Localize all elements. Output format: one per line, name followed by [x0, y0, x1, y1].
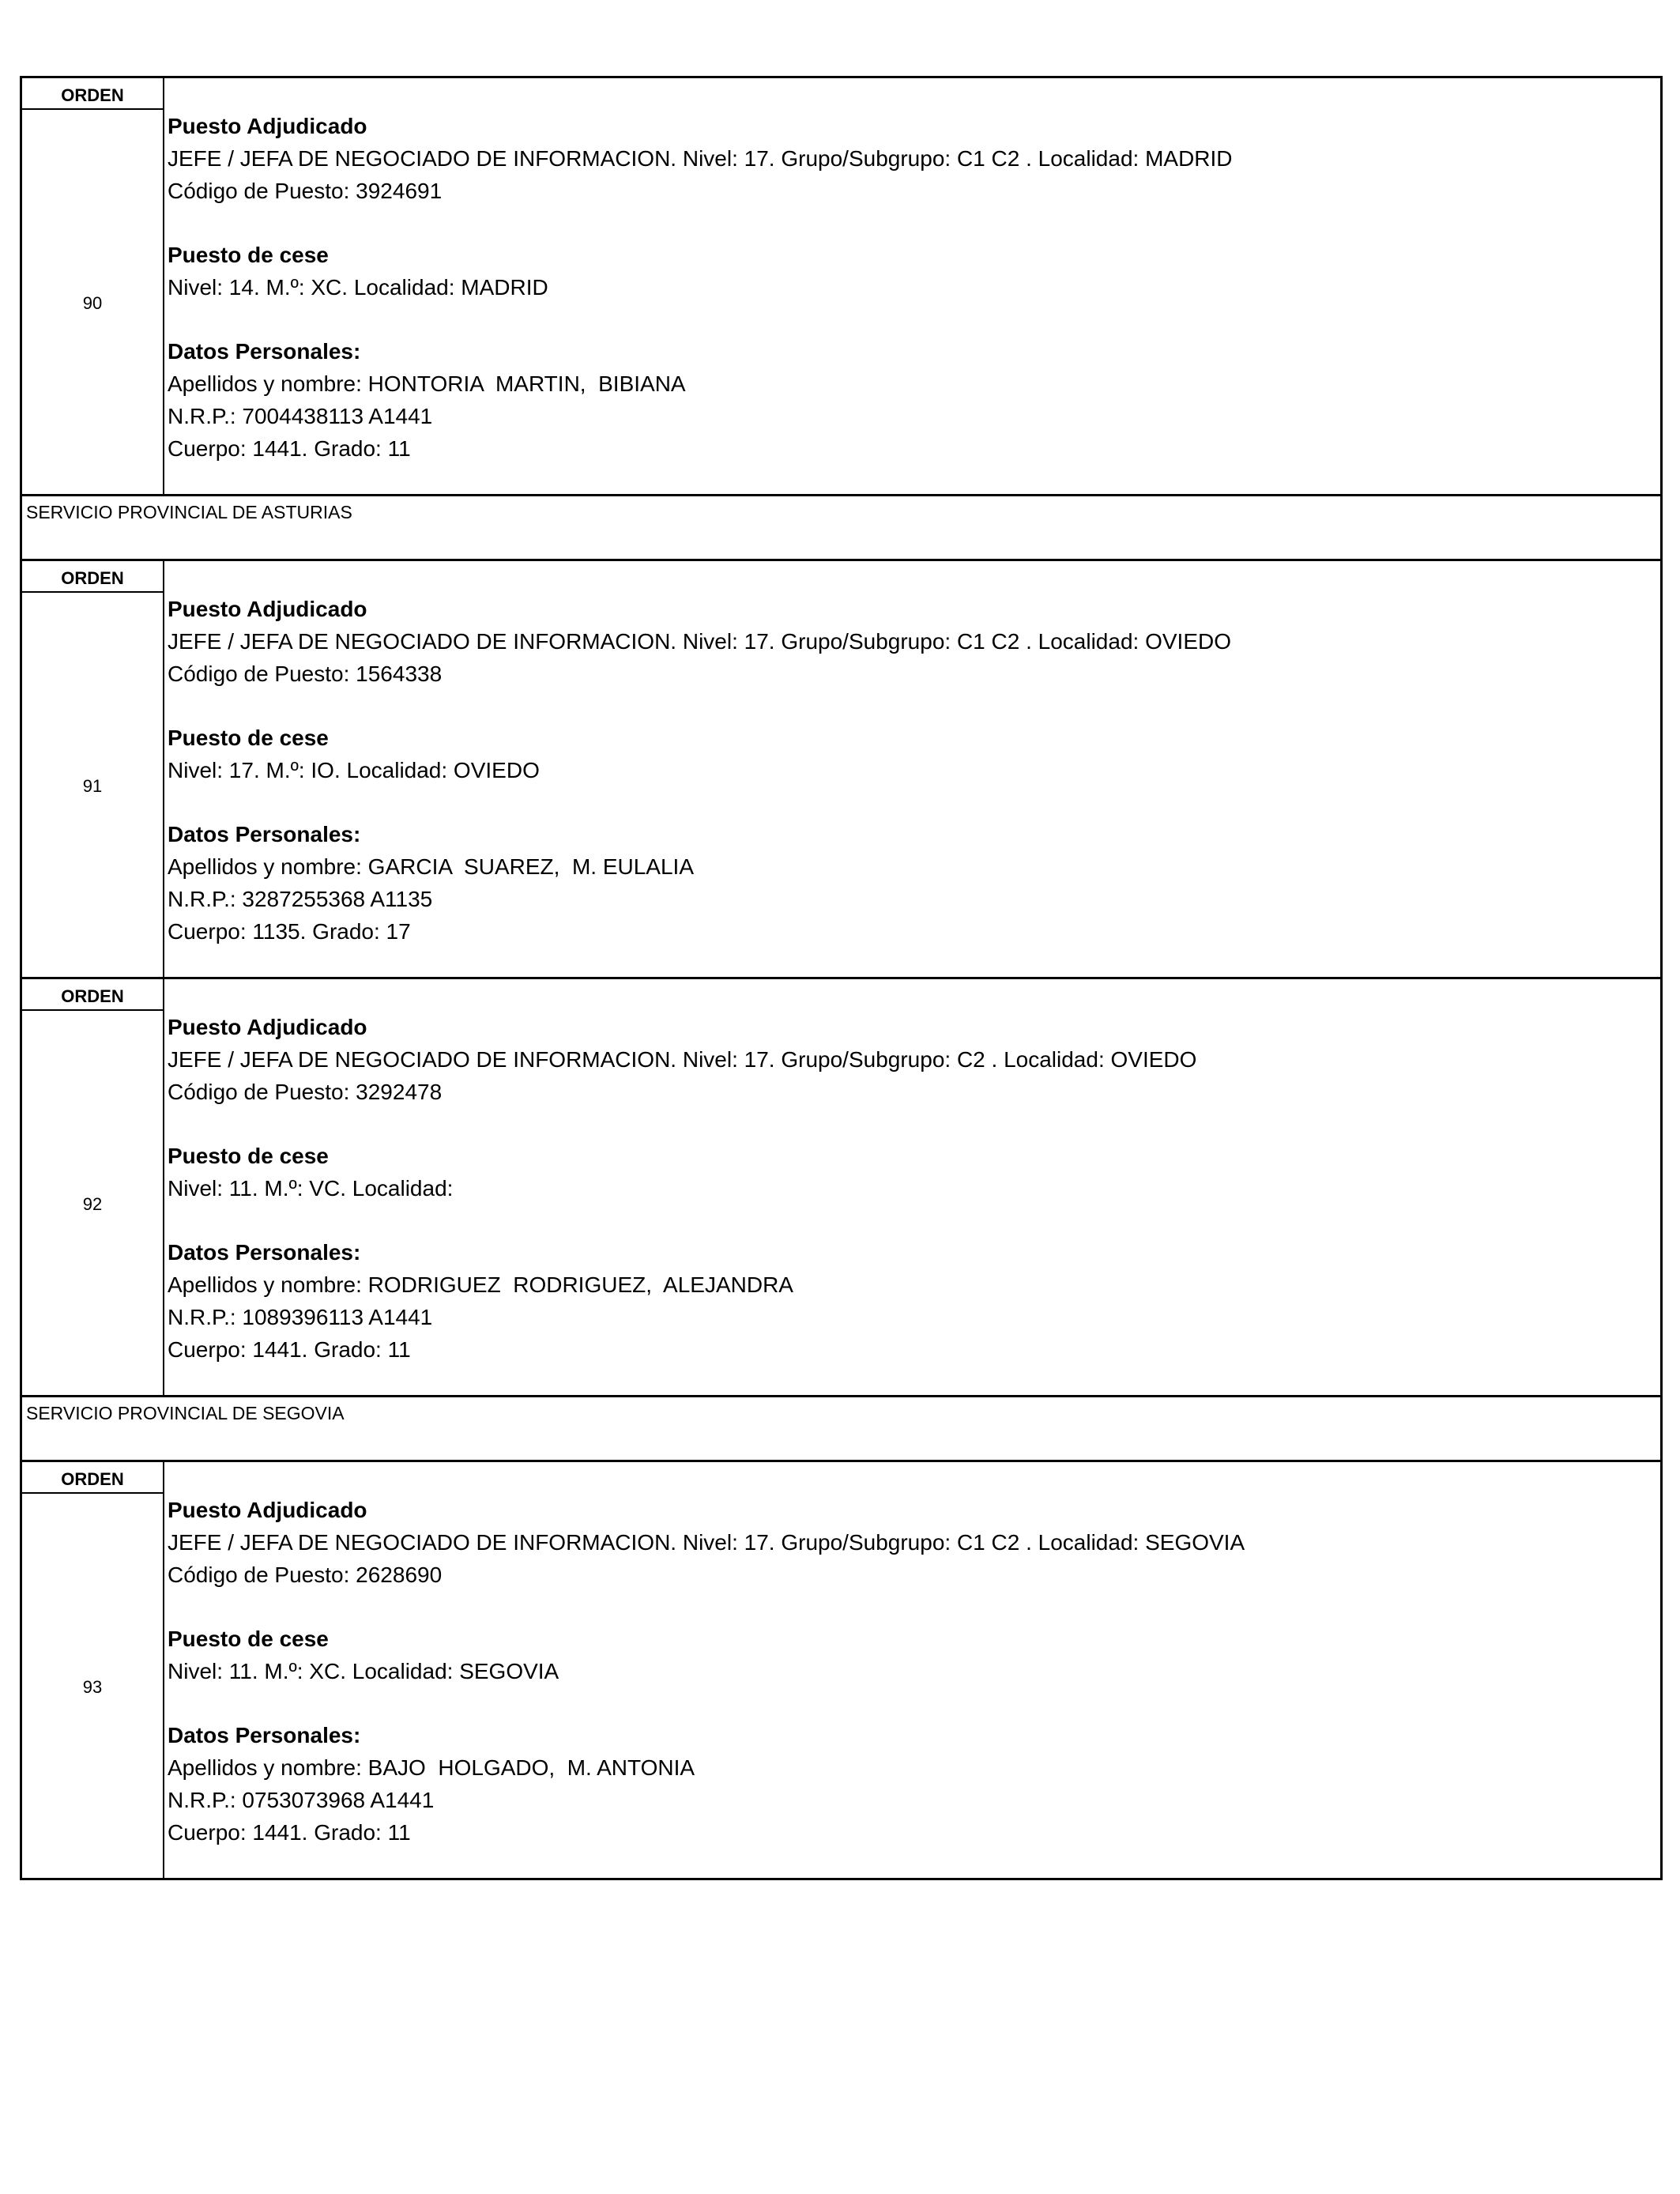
- personales-heading: Datos Personales:: [168, 1723, 361, 1747]
- record-content: [168, 1011, 1652, 1366]
- adjudicado-codigo: Código de Puesto: 3924691: [168, 179, 443, 203]
- document-table: [20, 76, 1663, 1880]
- cese-heading: Puesto de cese: [168, 1627, 329, 1651]
- orden-number: 93: [82, 1677, 103, 1697]
- orden-label: ORDEN: [22, 561, 163, 593]
- adjudicado-heading: Puesto Adjudicado: [168, 1015, 367, 1039]
- adjudicado-heading: Puesto Adjudicado: [168, 597, 367, 621]
- orden-number: 92: [82, 1194, 103, 1214]
- record-row: [20, 977, 1663, 1395]
- adjudicado-codigo: Código de Puesto: 2628690: [168, 1563, 443, 1587]
- personal-cuerpo: Cuerpo: 1135. Grado: 17: [168, 919, 411, 944]
- personal-nrp: N.R.P.: 1089396113 A1441: [168, 1305, 433, 1329]
- adjudicado-heading: Puesto Adjudicado: [168, 114, 367, 138]
- adjudicado-puesto: JEFE / JEFA DE NEGOCIADO DE INFORMACION. Nivel: 17. Grupo/Subgrupo: C2 . Localidad: OVIEDO: [168, 1047, 1197, 1072]
- cese-heading: Puesto de cese: [168, 243, 329, 267]
- personal-cuerpo: Cuerpo: 1441. Grado: 11: [168, 436, 411, 461]
- cese-detail: Nivel: 17. M.º: IO. Localidad: OVIEDO: [168, 758, 540, 782]
- adjudicado-codigo: Código de Puesto: 3292478: [168, 1080, 443, 1104]
- adjudicado-puesto: JEFE / JEFA DE NEGOCIADO DE INFORMACION. Nivel: 17. Grupo/Subgrupo: C1 C2 . Localidad: MADRID: [168, 146, 1233, 171]
- cese-heading: Puesto de cese: [168, 1144, 329, 1168]
- personal-nrp: N.R.P.: 3287255368 A1135: [168, 887, 433, 911]
- cese-detail: Nivel: 11. M.º: XC. Localidad: SEGOVIA: [168, 1659, 559, 1683]
- cese-detail: Nivel: 14. M.º: XC. Localidad: MADRID: [168, 275, 548, 300]
- personal-nrp: N.R.P.: 7004438113 A1441: [168, 404, 433, 428]
- adjudicado-puesto: JEFE / JEFA DE NEGOCIADO DE INFORMACION. Nivel: 17. Grupo/Subgrupo: C1 C2 . Localidad: OVIEDO: [168, 629, 1231, 654]
- personales-heading: Datos Personales:: [168, 339, 361, 364]
- personal-nombre: Apellidos y nombre: RODRIGUEZ RODRIGUEZ, ALEJANDRA: [168, 1272, 793, 1297]
- personal-nombre: Apellidos y nombre: GARCIA SUAREZ, M. EULALIA: [168, 854, 695, 879]
- adjudicado-codigo: Código de Puesto: 1564338: [168, 662, 443, 686]
- personal-nombre: Apellidos y nombre: BAJO HOLGADO, M. ANTONIA: [168, 1755, 695, 1780]
- record-content: [168, 593, 1652, 948]
- personal-cuerpo: Cuerpo: 1441. Grado: 11: [168, 1337, 411, 1362]
- section-heading-asturias: SERVICIO PROVINCIAL DE ASTURIAS: [20, 494, 1663, 559]
- orden-label: ORDEN: [22, 1462, 163, 1494]
- adjudicado-puesto: JEFE / JEFA DE NEGOCIADO DE INFORMACION. Nivel: 17. Grupo/Subgrupo: C1 C2 . Localidad: SEGOVIA: [168, 1530, 1245, 1555]
- record-row: [20, 1460, 1663, 1880]
- adjudicado-heading: Puesto Adjudicado: [168, 1498, 367, 1522]
- cese-detail: Nivel: 11. M.º: VC. Localidad:: [168, 1176, 454, 1201]
- personales-heading: Datos Personales:: [168, 822, 361, 846]
- orden-column: [22, 561, 164, 977]
- orden-label: ORDEN: [22, 78, 163, 110]
- record-content: [168, 110, 1652, 465]
- orden-column: [22, 78, 164, 494]
- orden-column: [22, 979, 164, 1395]
- cese-heading: Puesto de cese: [168, 726, 329, 750]
- personal-cuerpo: Cuerpo: 1441. Grado: 11: [168, 1820, 411, 1845]
- orden-number: 91: [82, 776, 103, 796]
- orden-column: [22, 1462, 164, 1878]
- record-row: [20, 559, 1663, 977]
- orden-label: ORDEN: [22, 979, 163, 1011]
- personales-heading: Datos Personales:: [168, 1240, 361, 1265]
- section-heading-segovia: SERVICIO PROVINCIAL DE SEGOVIA: [20, 1395, 1663, 1460]
- record-row: [20, 76, 1663, 494]
- orden-number: 90: [82, 293, 103, 313]
- record-content: [168, 1494, 1652, 1849]
- personal-nrp: N.R.P.: 0753073968 A1441: [168, 1788, 435, 1812]
- personal-nombre: Apellidos y nombre: HONTORIA MARTIN, BIBIANA: [168, 371, 686, 396]
